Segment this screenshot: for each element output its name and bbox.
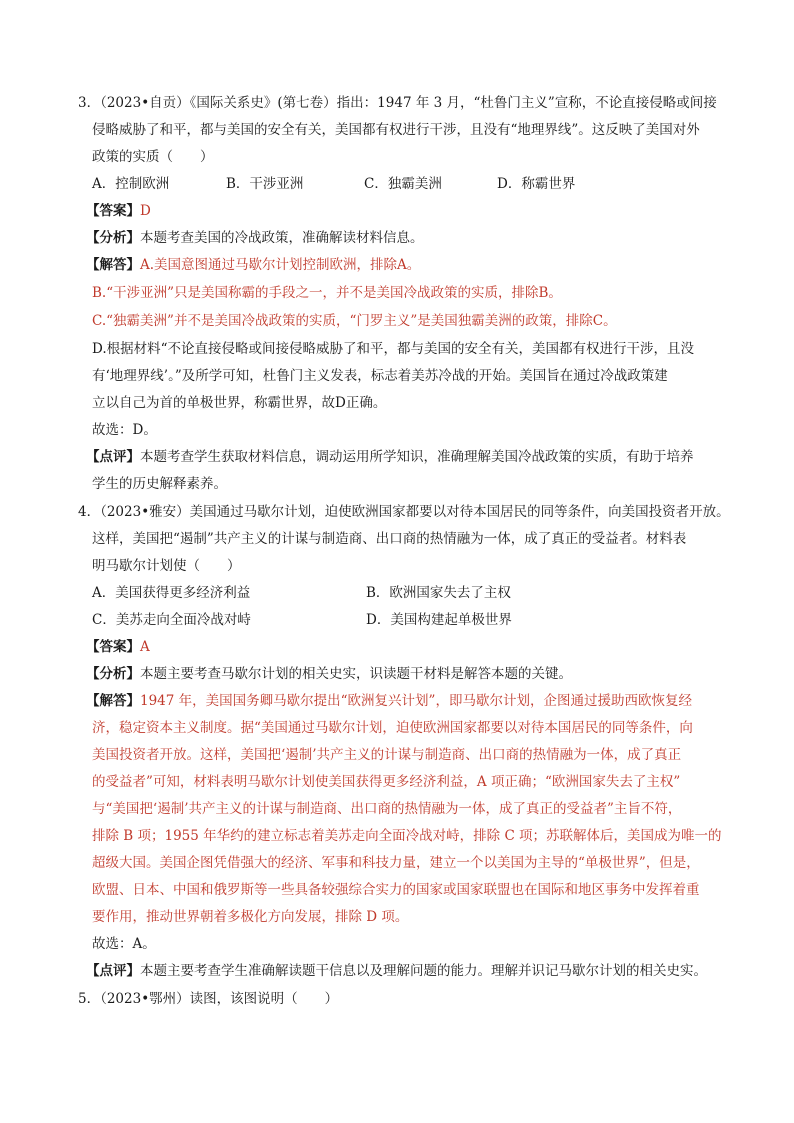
analysis-label: 【分析】 <box>86 666 140 682</box>
solution-text: 1947 年，美国国务卿马歇尔提出“欧洲复兴计划”，即马歇尔计划，企图通过援助西欧恢复经 <box>140 693 692 709</box>
q3-option-d[interactable]: D．称霸世界 <box>497 176 576 192</box>
q4-stem-line-1: 4．（2023•雅安）美国通过马歇尔计划，迫使欧洲国家都要以对待本国居民的同等条件，向美国投资者开放。 <box>78 504 730 520</box>
q3-comment-line-2: 学生的历史解释素养。 <box>92 476 227 492</box>
q4-solution-line-5: 与“美国把‘遏制’共产主义的计谋与制造商、出口商的热情融为一体，成了真正的受益者”主旨不符， <box>92 801 682 817</box>
q4-solution-line-4: 的受益者”可知，材料表明马歇尔计划使美国获得更多经济利益，A 项正确；“欧洲国家失去了主权” <box>92 774 681 790</box>
q4-option-a[interactable]: A．美国获得更多经济利益 <box>92 585 251 601</box>
q3-analysis <box>86 228 424 248</box>
q3-option-b[interactable]: B．干涉亚洲 <box>226 176 304 192</box>
q4-stem-line-3: 明马歇尔计划使（ ） <box>92 558 241 574</box>
q4-comment <box>86 961 707 981</box>
q4-solution <box>86 691 692 711</box>
q4-solution-line-3: 美国投资者开放。这样，美国把‘遏制’共产主义的计谋与制造商、出口商的热情融为一体，成了真正 <box>92 747 682 763</box>
q3-solution-d-line-2: 有‘地理界线’。”及所学可知，杜鲁门主义发表，标志着美苏冷战的开始。美国旨在通过冷战政策建 <box>92 368 668 384</box>
q3-solution <box>86 255 420 275</box>
q4-choose: 故选：A。 <box>92 936 156 952</box>
q3-solution-d-line-3: 立以自己为首的单极世界，称霸世界，故D正确。 <box>92 395 387 411</box>
comment-label: 【点评】 <box>86 449 140 465</box>
q3-stem-line-3: 政策的实质（ ） <box>92 149 214 165</box>
q3-stem-line-1: 3．（2023•自贡）《国际关系史》(第七卷）指出：1947 年 3 月，“杜鲁门主义”宣称，不论直接侵略或间接 <box>78 95 717 111</box>
analysis-text: 本题考查美国的冷战政策，准确解读材料信息。 <box>140 230 424 246</box>
q3-solution-c: C.“独霸美洲”并不是美国冷战政策的实质，“门罗主义”是美国独霸美洲的政策，排除C。 <box>92 313 617 329</box>
answer-value: A <box>140 639 150 655</box>
q3-option-c[interactable]: C．独霸美洲 <box>364 176 442 192</box>
q3-answer <box>86 201 151 221</box>
q4-option-c[interactable]: C．美苏走向全面冷战对峙 <box>92 612 251 628</box>
solution-label: 【解答】 <box>86 257 140 273</box>
q4-solution-line-8: 欧盟、日本、中国和俄罗斯等一些具备较强综合实力的国家或国家联盟也在国际和地区事务中发挥着重 <box>92 882 700 898</box>
q5-stem: 5．（2023•鄂州）读图，该图说明（ ） <box>78 991 339 1007</box>
q3-solution-b: B.“干涉亚洲”只是美国称霸的手段之一，并不是美国冷战政策的实质，排除B。 <box>92 285 562 301</box>
q3-option-a[interactable]: A．控制欧洲 <box>92 176 170 192</box>
answer-label: 【答案】 <box>86 203 140 219</box>
q4-solution-line-7: 超级大国。美国企图凭借强大的经济、军事和科技力量，建立一个以美国为主导的“单极世界”，但是， <box>92 855 700 871</box>
comment-label: 【点评】 <box>86 963 140 979</box>
q4-solution-line-2: 济，稳定资本主义制度。据“美国通过马歇尔计划，迫使欧洲国家都要以对待本国居民的同等条件，向 <box>92 720 693 736</box>
answer-value: D <box>140 203 151 219</box>
solution-text: A.美国意图通过马歇尔计划控制欧洲，排除A。 <box>140 257 421 273</box>
q4-solution-line-6: 排除 B 项；1955 年华约的建立标志着美苏走向全面冷战对峙，排除 C 项；苏联解体后，美国成为唯一的 <box>92 828 722 844</box>
answer-label: 【答案】 <box>86 639 140 655</box>
q4-analysis <box>86 664 572 684</box>
q4-solution-line-9: 要作用，推动世界朝着多极化方向发展，排除 D 项。 <box>92 909 409 925</box>
q3-stem-line-2: 侵略威胁了和平，都与美国的安全有关，美国都有权进行干涉，且没有“地理界线”。这反映了美国对外 <box>92 122 700 138</box>
solution-label: 【解答】 <box>86 693 140 709</box>
analysis-text: 本题主要考查马歇尔计划的相关史实，识读题干材料是解答本题的关键。 <box>140 666 572 682</box>
q4-option-b[interactable]: B．欧洲国家失去了主权 <box>366 585 511 601</box>
q3-comment <box>86 447 694 467</box>
q4-stem-line-2: 这样，美国把“遏制”共产主义的计谋与制造商、出口商的热情融为一体，成了真正的受益者。材料表 <box>92 531 687 547</box>
q3-solution-d-line-1: D.根据材料“不论直接侵略或间接侵略威胁了和平，都与美国的安全有关，美国都有权进行干涉，且没 <box>92 341 695 357</box>
comment-text: 本题考查学生获取材料信息，调动运用所学知识，准确理解美国冷战政策的实质，有助于培养 <box>140 449 694 465</box>
comment-text: 本题主要考查学生准确解读题干信息以及理解问题的能力。理解并识记马歇尔计划的相关史实。 <box>140 963 707 979</box>
analysis-label: 【分析】 <box>86 230 140 246</box>
q4-option-d[interactable]: D．美国构建起单极世界 <box>366 612 512 628</box>
q3-choose: 故选：D。 <box>92 422 157 438</box>
q4-answer <box>86 637 150 657</box>
